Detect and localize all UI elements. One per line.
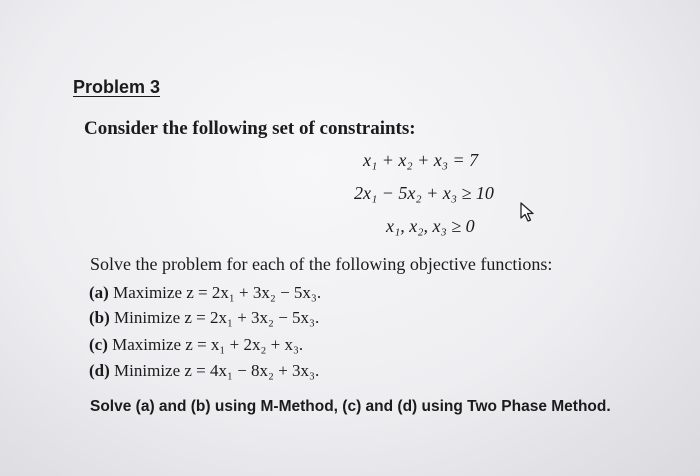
constraint-equation-1: x₁ + x₂ + x₃ = 7 [363,150,479,170]
objective-label: (c) [89,335,108,354]
objective-label: (a) [89,283,109,302]
objective-label: (d) [89,361,110,380]
objective-label: (b) [89,308,110,327]
problem-heading: Problem 3 [73,77,161,97]
nonnegativity-constraint: x₁, x₂, x₃ ≥ 0 [386,216,475,236]
objective-text: Minimize z = 2x₁ + 3x₂ − 5x₃. [114,308,320,327]
objective-text: Maximize z = 2x₁ + 3x₂ − 5x₃. [113,283,322,302]
constraint-equation-2: 2x₁ − 5x₂ + x₃ ≥ 10 [354,183,494,203]
instruction-text: Solve the problem for each of the following objective functions: [90,254,553,274]
objective-item [89,283,321,303]
mouse-pointer-icon [520,202,536,229]
constraints-intro: Consider the following set of constraints: [84,118,416,139]
objective-text: Maximize z = x₁ + 2x₂ + x₃. [112,335,304,354]
objective-text: Minimize z = 4x₁ − 8x₂ + 3x₃. [114,361,320,380]
objective-item [89,308,319,328]
objective-item [89,335,303,355]
objective-item [89,361,319,381]
method-note: Solve (a) and (b) using M-Method, (c) and (d) using Two Phase Method. [90,398,611,415]
